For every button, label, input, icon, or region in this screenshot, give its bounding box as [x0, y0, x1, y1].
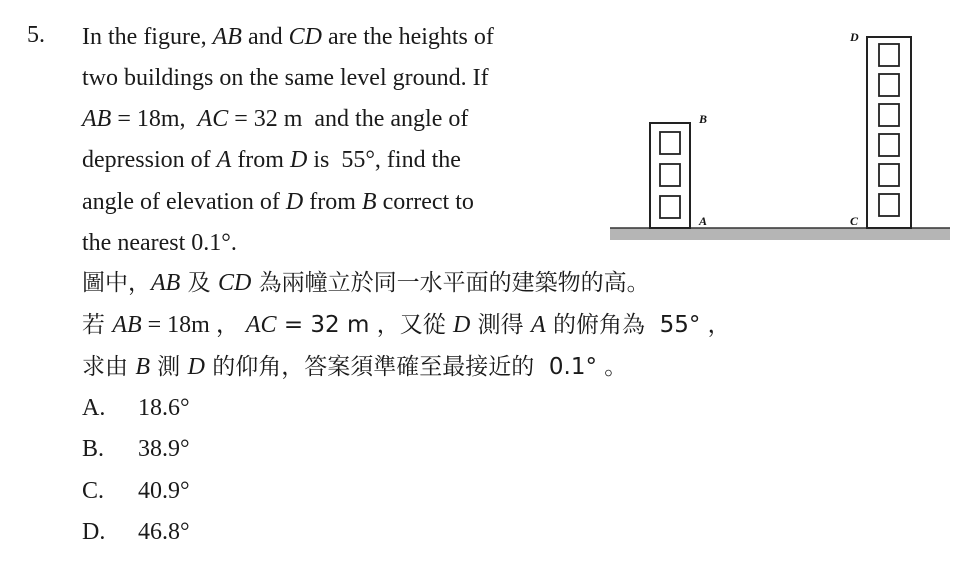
- question-en-line-5: angle of elevation of D from B correct to: [82, 189, 474, 215]
- option-a-value[interactable]: 18.6°: [138, 395, 190, 421]
- label-b: B: [699, 112, 708, 126]
- option-c-value[interactable]: 40.9°: [138, 478, 190, 504]
- option-c-letter[interactable]: C.: [82, 478, 105, 504]
- question-en-line-4: depression of A from D is 55°, find the: [82, 147, 461, 173]
- label-a: A: [699, 214, 708, 228]
- building-ab-windows: [660, 132, 680, 218]
- building-ab-window: [660, 132, 680, 154]
- building-ab-window: [660, 196, 680, 218]
- option-d-letter[interactable]: D.: [82, 519, 106, 545]
- question-number: 5.: [27, 22, 45, 48]
- question-en-line-3: AB = 18m, AC = 32 m and the angle of: [82, 106, 469, 132]
- question-en-line-1: In the figure, AB and CD are the heights of: [82, 24, 494, 50]
- ground: [610, 228, 950, 240]
- buildings-figure: [600, 20, 960, 250]
- option-a-letter[interactable]: A.: [82, 395, 106, 421]
- building-ab-window: [660, 164, 680, 186]
- question-en-line-2: two buildings on the same level ground. If: [82, 65, 489, 91]
- building-cd-window: [879, 104, 899, 126]
- question-zh-line-3: 求由 B 測 D 的仰角，答案須準確至最接近的 0.1° 。: [82, 354, 628, 380]
- label-d: D: [850, 30, 859, 44]
- building-cd-window: [879, 74, 899, 96]
- option-b-value[interactable]: 38.9°: [138, 436, 190, 462]
- building-cd-window: [879, 134, 899, 156]
- building-cd-window: [879, 164, 899, 186]
- building-cd-window: [879, 44, 899, 66]
- label-c: C: [850, 214, 859, 228]
- question-zh-line-2: 若 AB = 18m ， AC = 32 m ，又從 D 測得 A 的俯角為 55° ，: [82, 312, 731, 338]
- question-zh-line-1: 圖中，AB 及 CD 為兩幢立於同一水平面的建築物的高。: [82, 270, 650, 296]
- option-b-letter[interactable]: B.: [82, 436, 105, 462]
- building-cd-window: [879, 194, 899, 216]
- option-d-value[interactable]: 46.8°: [138, 519, 190, 545]
- question-en-line-6: the nearest 0.1°.: [82, 230, 237, 256]
